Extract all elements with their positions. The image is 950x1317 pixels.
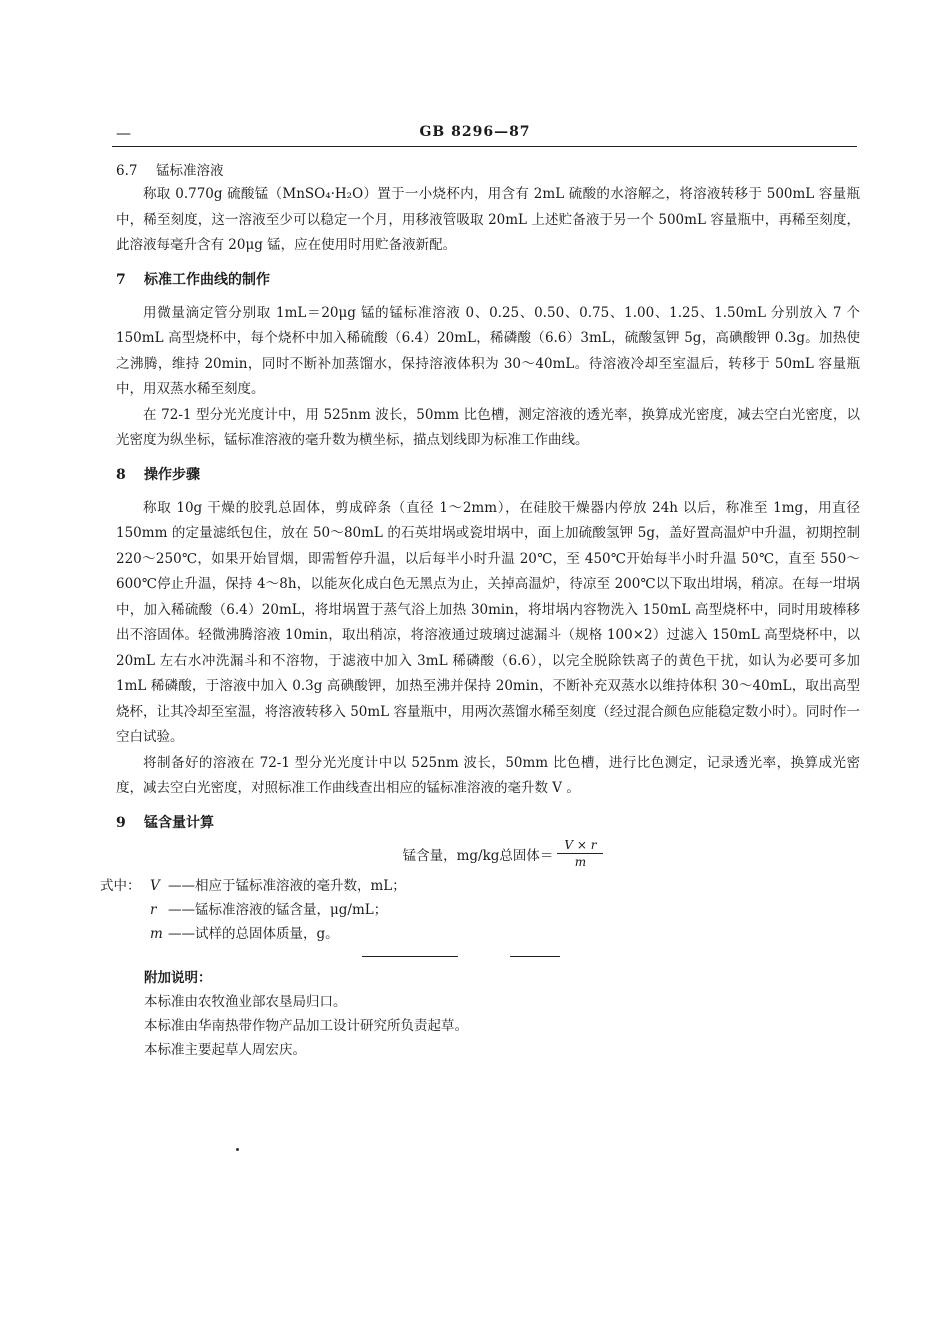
notes-title: 附加说明： <box>144 969 212 986</box>
section-8-paragraph-2: 将制备好的溶液在 72-1 型分光光度计中以 525nm 波长，50mm 比色槽，进行比色测定，记录透光率，换算成光密度，减去空白光密度，对照标准工作曲线查出相应的锰标准溶液的毫升数 V 。 <box>116 754 860 796</box>
document-body <box>100 160 860 1062</box>
definition-text: ——相应于锰标准溶液的毫升数，mL； <box>168 877 406 894</box>
section-number: 7 <box>116 271 126 288</box>
definition-text: ——试样的总固体质量，g。 <box>168 925 339 942</box>
notes-line: 本标准主要起草人周宏庆。 <box>144 1041 306 1058</box>
section-9-heading <box>116 812 860 834</box>
additional-notes <box>144 966 860 1062</box>
end-rule-short <box>510 956 560 957</box>
formula-fraction <box>557 838 603 869</box>
section-6-7-paragraph: 称取 0.770g 硫酸锰（MnSO₄·H₂O）置于一小烧杯内，用含有 2mL 硫酸的水溶解之，将溶液转移于 500mL 容量瓶中，稀至刻度，这一溶液至少可以稳定一个月，用移液管吸取 20mL 上述贮备液于另一个 500mL 容量瓶中，再稀至刻度，此溶液每毫升含有 20μg 锰，应在使用时用贮备液新配。 <box>116 186 860 253</box>
definition-row <box>100 898 860 922</box>
section-7-paragraph-2: 在 72-1 型分光光度计中，用 525nm 波长，50mm 比色槽，测定溶液的透光率，换算成光密度，减去空白光密度，以光密度为纵坐标，锰标准溶液的毫升数为横坐标，描点划线即为标准工作曲线。 <box>116 406 860 448</box>
definition-row <box>100 874 860 898</box>
formula-denominator: m <box>574 855 587 869</box>
section-number: 8 <box>116 466 126 483</box>
section-title: 锰标准溶液 <box>156 163 224 179</box>
section-number: 9 <box>116 814 126 831</box>
definition-symbol: V <box>150 877 160 894</box>
section-title: 标准工作曲线的制作 <box>144 271 270 288</box>
definition-symbol: m <box>150 925 163 942</box>
scan-speck <box>236 1148 239 1151</box>
section-7-heading <box>116 269 860 291</box>
formula-definitions <box>100 874 860 946</box>
definition-symbol: r <box>150 901 157 918</box>
section-number: 6.7 <box>116 163 138 179</box>
end-rule-long <box>362 956 458 957</box>
header-mark: — <box>116 124 131 142</box>
section-8-paragraph-1: 称取 10g 干燥的胶乳总固体，剪成碎条（直径 1～2mm），在硅胶干燥器内停放 24h 以后，称准至 1mg，用直径 150mm 的定量滤纸包住，放在 50～80mL 的石英坩埚或瓷坩埚中，面上加硫酸氢钾 5g，盖好置高温炉中升温，初期控制 220～250℃，如果开始冒烟，即需暂停升温，以后每半小时升温 20℃，至 450℃开始每半小时升温 50℃，直至 550～600℃停止升温，保持 4～8h，以能灰化成白色无黑点为止，关掉高温炉，待凉至 200℃以下取出坩埚，稍凉。在每一坩埚中，加入稀硫酸（6.4）20mL，将坩埚置于蒸气浴上加热 30min，将坩埚内容物洗入 150mL 高型烧杯中，同时用玻棒移出不溶固体。轻微沸腾溶液 10min，取出稍凉，将溶液通过玻璃过滤漏斗（规格 100×2）过滤入 150mL 高型烧杯中，以 20mL 左右水冲洗漏斗和不溶物，于滤液中加入 3mL 稀磷酸（6.6），以完全脱除铁离子的黄色干扰，如认为必要可多加 1mL 稀磷酸，于溶液中加入 0.3g 高碘酸钾，加热至沸并保持 20min，不断补充双蒸水以维持体积 30～40mL，取出高型烧杯，让其冷却至室温，将溶液转移入 50mL 容量瓶中，用两次蒸馏水稀至刻度（经过混合颜色应能稳定数小时）。同时作一空白试验。 <box>116 499 860 745</box>
definition-row <box>100 922 860 946</box>
section-7-paragraph-1: 用微量滴定管分别取 1mL＝20μg 锰的锰标准溶液 0、0.25、0.50、0.75、1.00、1.25、1.50mL 分别放入 7 个 150mL 高型烧杯中，每个烧杯中加入稀硫酸（6.4）20mL，稀磷酸（6.6）3mL，硫酸氢钾 5g，高碘酸钾 0.3g。加热使之沸腾，维持 20min，同时不断补加蒸馏水，保持溶液体积为 30～40mL。待溶液冷却至室温后，转移于 50mL 容量瓶中，用双蒸水稀至刻度。 <box>116 304 860 397</box>
standard-code: GB 8296—87 <box>419 124 531 140</box>
manganese-formula <box>146 834 860 874</box>
section-8-heading <box>116 464 860 486</box>
notes-line: 本标准由农牧渔业部农垦局归口。 <box>144 993 347 1010</box>
section-title: 锰含量计算 <box>144 814 214 831</box>
definition-text: ——锰标准溶液的锰含量，μg/mL； <box>168 901 388 918</box>
notes-line: 本标准由华南热带作物产品加工设计研究所负责起草。 <box>144 1017 468 1034</box>
fraction-bar <box>557 853 603 854</box>
header-rule <box>112 146 857 147</box>
formula-numerator: V × r <box>564 838 597 852</box>
where-lead: 式中： <box>100 877 141 894</box>
end-of-text-rules <box>116 946 860 966</box>
section-6-7-heading <box>116 160 860 182</box>
formula-lhs: 锰含量，mg/kg总固体＝ <box>402 847 554 864</box>
section-title: 操作步骤 <box>144 466 200 483</box>
